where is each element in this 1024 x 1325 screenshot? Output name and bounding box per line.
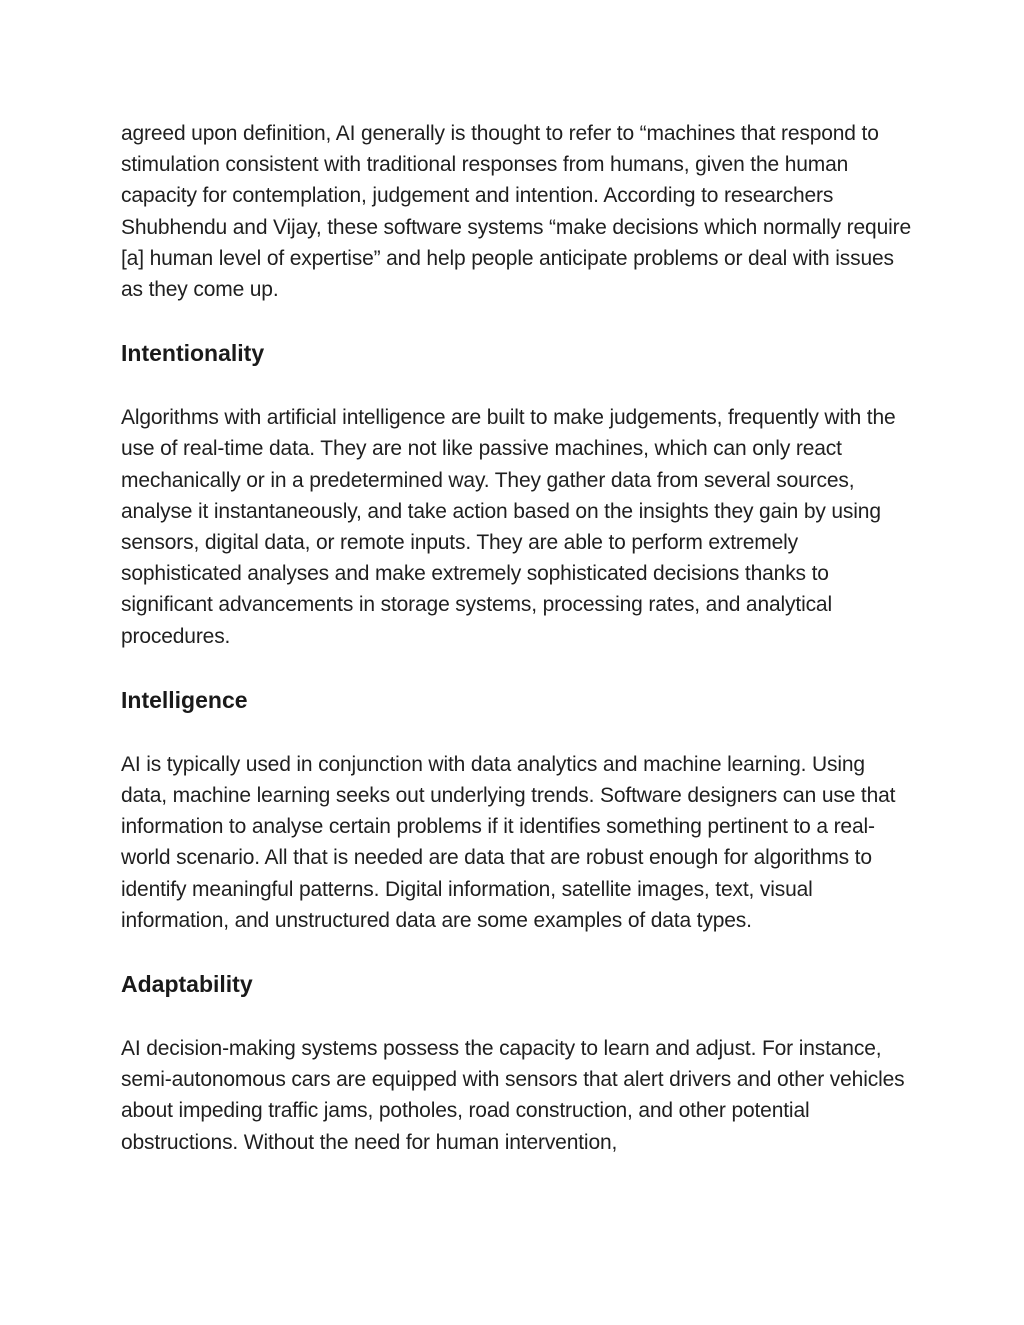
document-page <box>121 118 911 1158</box>
section-heading-intelligence: Intelligence <box>121 686 248 713</box>
intro-paragraph: agreed upon definition, AI generally is thought to refer to “machines that respond to stimulation consistent with traditional responses from humans, given the human capacity for contemplation, judgement and intention. According to researchers Shubhendu and Vijay, these software systems “make decisions which normally require [a] human level of expertise” and help people anticipate problems or deal with issues as they come up. <box>121 122 911 302</box>
section-body-intentionality: Algorithms with artificial intelligence are built to make judgements, frequently with the use of real-time data. They are not like passive machines, which can only react mechanically or in a predetermined way. They gather data from several sources, analyse it instantaneously, and take action based on the insights they gain by using sensors, digital data, or remote inputs. They are able to perform extremely sophisticated analyses and make extremely sophisticated decisions thanks to significant advancements in storage systems, processing rates, and analytical procedures. <box>121 406 896 648</box>
section-heading-intentionality: Intentionality <box>121 340 265 367</box>
section-body-adaptability: AI decision-making systems possess the capacity to learn and adjust. For instance, semi-autonomous cars are equipped with sensors that alert drivers and other vehicles about impeding traffic jams, potholes, road construction, and other potential obstructions. Without the need for human intervention, <box>121 1037 905 1154</box>
section-heading-adaptability: Adaptability <box>121 971 253 998</box>
section-body-intelligence: AI is typically used in conjunction with data analytics and machine learning. Using data, machine learning seeks out underlying trends. Software designers can use that information to analyse certain problems if it identifies something pertinent to a real-world scenario. All that is needed are data that are robust enough for algorithms to identify meaningful patterns. Digital information, satellite images, text, visual information, and unstructured data are some examples of data types. <box>121 752 896 932</box>
